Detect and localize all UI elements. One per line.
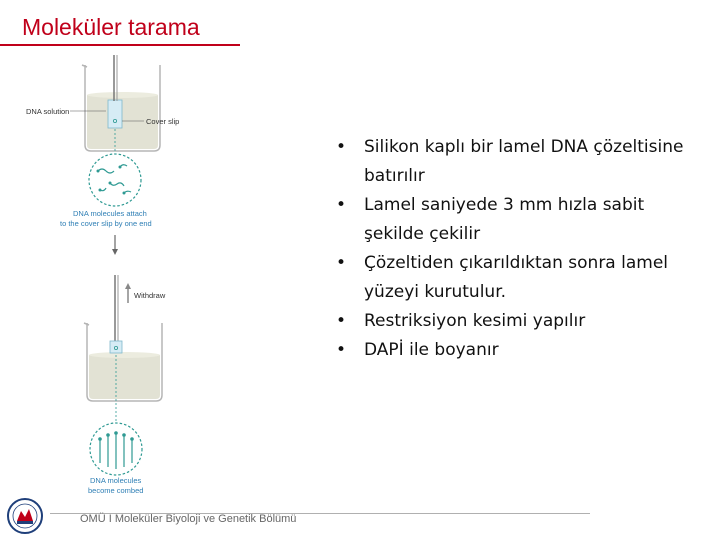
cover-slip-top — [108, 100, 122, 128]
combed-caption-line2: become combed — [88, 486, 144, 495]
attach-caption-line2: to the cover slip by one end — [60, 219, 152, 228]
bullet-text: Lamel saniyede 3 mm hızla sabit şekilde çekilir — [364, 195, 645, 244]
bullet-marker: • — [336, 340, 347, 360]
bullet-text: Çözeltiden çıkarıldıktan sonra lamel yüzeyi kurutulur. — [364, 253, 669, 302]
bullet-text: DAPİ ile boyanır — [364, 340, 499, 360]
molecule-attach-circle — [89, 154, 141, 206]
bullet-item — [336, 307, 706, 336]
footer — [0, 495, 720, 540]
combed-molecule-circle — [90, 423, 142, 475]
bullet-item — [336, 133, 706, 191]
bullet-item — [336, 191, 706, 249]
university-seal-icon — [6, 497, 44, 535]
bullet-marker: • — [336, 311, 347, 331]
bullet-list — [336, 133, 706, 365]
dna-solution-label: DNA solution — [26, 107, 70, 116]
bullet-marker: • — [336, 253, 347, 273]
bullet-text: Silikon kaplı bir lamel DNA çözeltisine batırılır — [364, 137, 684, 186]
down-arrow-icon — [112, 235, 118, 255]
bullet-item — [336, 336, 706, 365]
cover-slip-label: Cover slip — [146, 117, 180, 126]
withdraw-label: Withdraw — [134, 291, 166, 300]
withdraw-arrow-icon — [125, 283, 131, 303]
beaker-top — [26, 55, 179, 151]
bullet-marker: • — [336, 195, 347, 215]
attach-caption-line1: DNA molecules attach — [73, 209, 147, 218]
title-underline — [0, 44, 240, 46]
slide-title: Moleküler tarama — [22, 14, 200, 40]
cover-slip-bottom — [110, 341, 122, 353]
combed-caption-line1: DNA molecules — [90, 476, 142, 485]
bullet-marker: • — [336, 137, 347, 157]
bullet-item — [336, 249, 706, 307]
footer-text: OMÜ I Moleküler Biyoloji ve Genetik Bölümü — [80, 513, 297, 525]
bullet-text: Restriksiyon kesimi yapılır — [364, 311, 586, 331]
dna-combing-diagram — [20, 55, 220, 495]
